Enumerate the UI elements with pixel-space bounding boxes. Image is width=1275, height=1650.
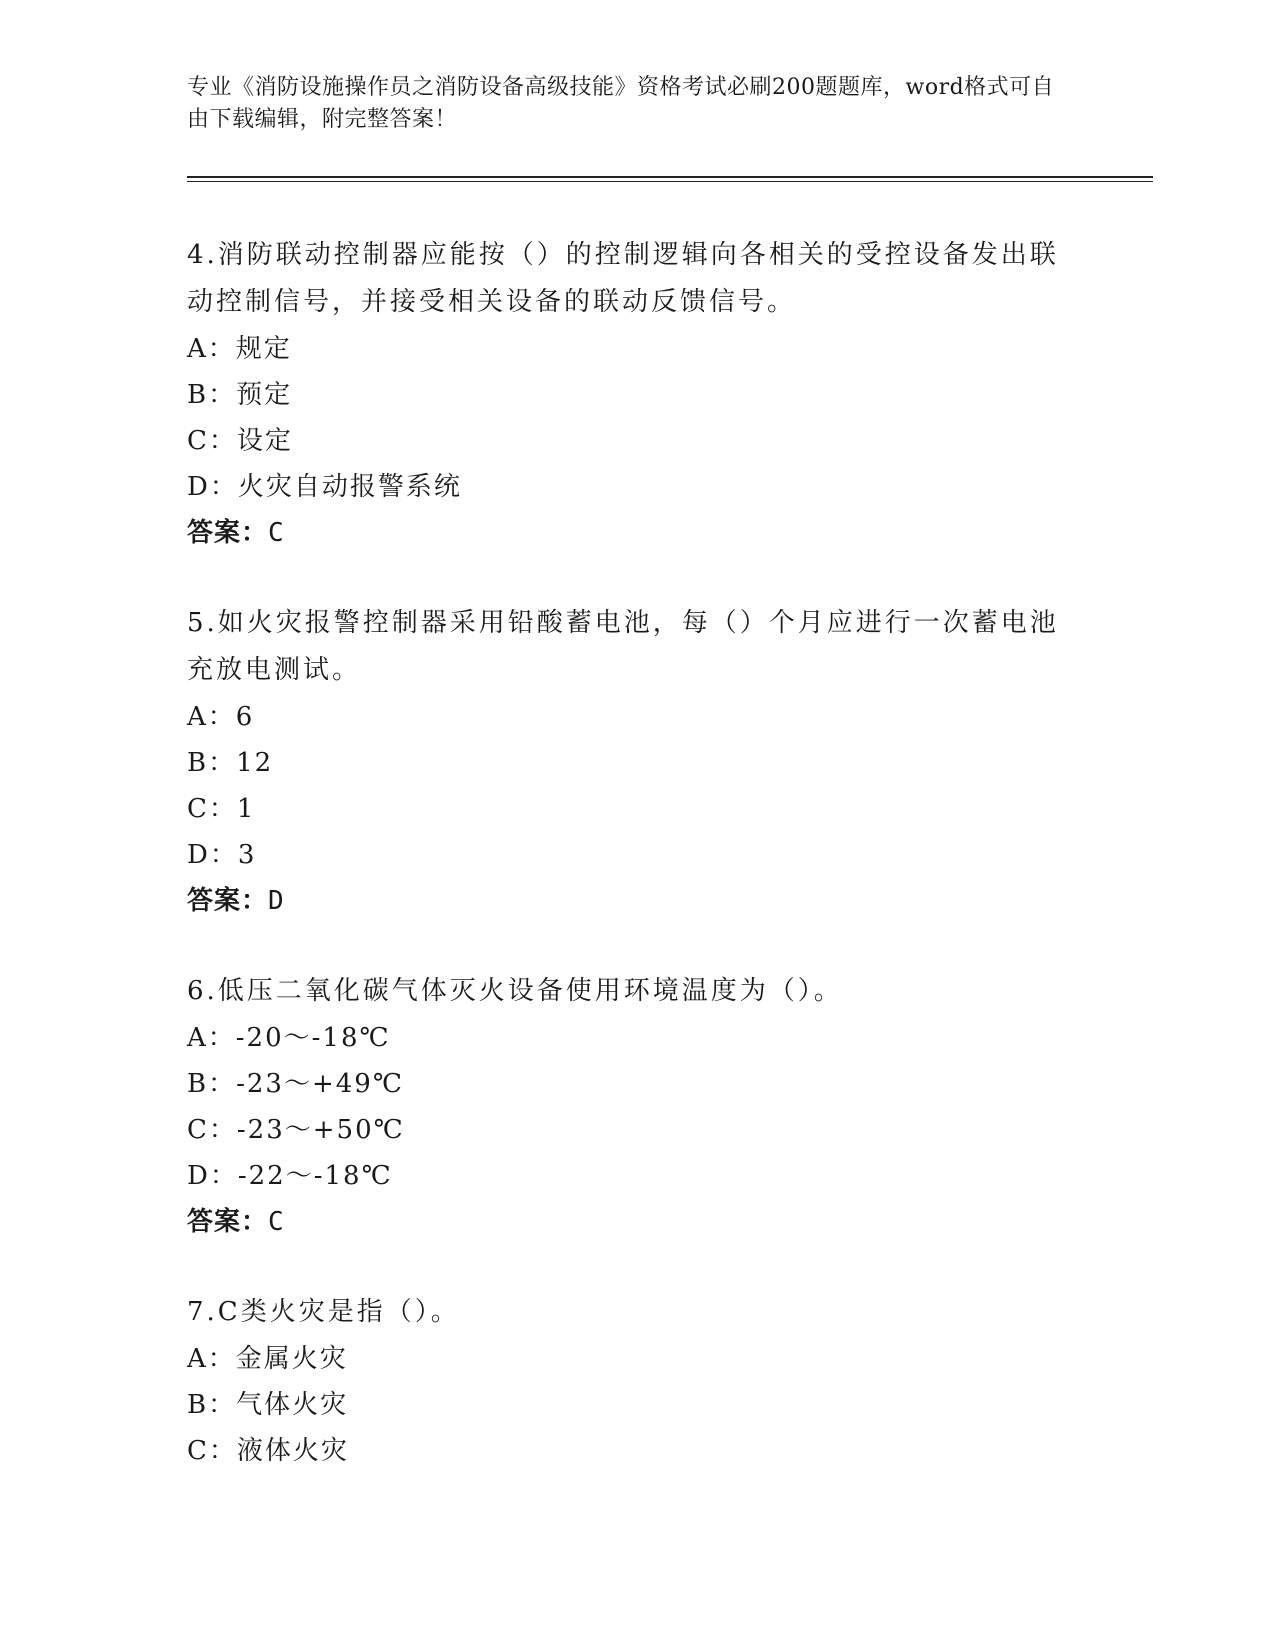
question-stem: 4.消防联动控制器应能按（）的控制逻辑向各相关的受控设备发出联动控制信号，并接受相关设备的联动反馈信号。 <box>187 240 1059 317</box>
document-header: 专业《消防设施操作员之消防设备高级技能》资格考试必刷200题题库，word格式可自由下载编辑，附完整答案！ <box>187 75 1055 132</box>
option-b: B：气体火灾 <box>187 1390 349 1420</box>
option-b: B：-23～+49℃ <box>187 1069 404 1099</box>
option-a: A：6 <box>187 702 255 732</box>
option-c: C：设定 <box>187 426 293 456</box>
answer-value: D <box>268 886 285 916</box>
header-divider-thick <box>187 176 1153 178</box>
option-c: C：液体火灾 <box>187 1436 349 1466</box>
header-divider-thin <box>187 181 1153 182</box>
answer-line <box>187 1199 1067 1245</box>
question-4 <box>187 232 1067 556</box>
question-stem: 6.低压二氧化碳气体灭火设备使用环境温度为（）。 <box>187 976 843 1006</box>
answer-label: 答案： <box>187 1207 269 1237</box>
option-c: C：1 <box>187 794 256 824</box>
option-a: A：规定 <box>187 334 292 364</box>
answer-line <box>187 510 1067 556</box>
question-7 <box>187 1289 1067 1474</box>
question-6 <box>187 968 1067 1245</box>
answer-value: C <box>268 518 285 548</box>
question-list <box>187 232 1067 1518</box>
answer-value: C <box>268 1207 285 1237</box>
answer-line <box>187 878 1067 924</box>
question-5 <box>187 600 1067 924</box>
answer-label: 答案： <box>187 886 269 916</box>
answer-label: 答案： <box>187 518 269 548</box>
option-c: C：-23～+50℃ <box>187 1115 405 1145</box>
option-b: B：预定 <box>187 380 293 410</box>
option-a: A：-20～-18℃ <box>187 1023 391 1053</box>
question-stem: 5.如火灾报警控制器采用铅酸蓄电池，每（）个月应进行一次蓄电池充放电测试。 <box>187 608 1059 685</box>
option-d: D：3 <box>187 840 257 870</box>
option-b: B：12 <box>187 748 274 778</box>
option-a: A：金属火灾 <box>187 1344 348 1374</box>
question-stem: 7.C类火灾是指（）。 <box>187 1297 460 1327</box>
option-d: D：-22～-18℃ <box>187 1161 393 1191</box>
option-d: D：火灾自动报警系统 <box>187 472 462 502</box>
